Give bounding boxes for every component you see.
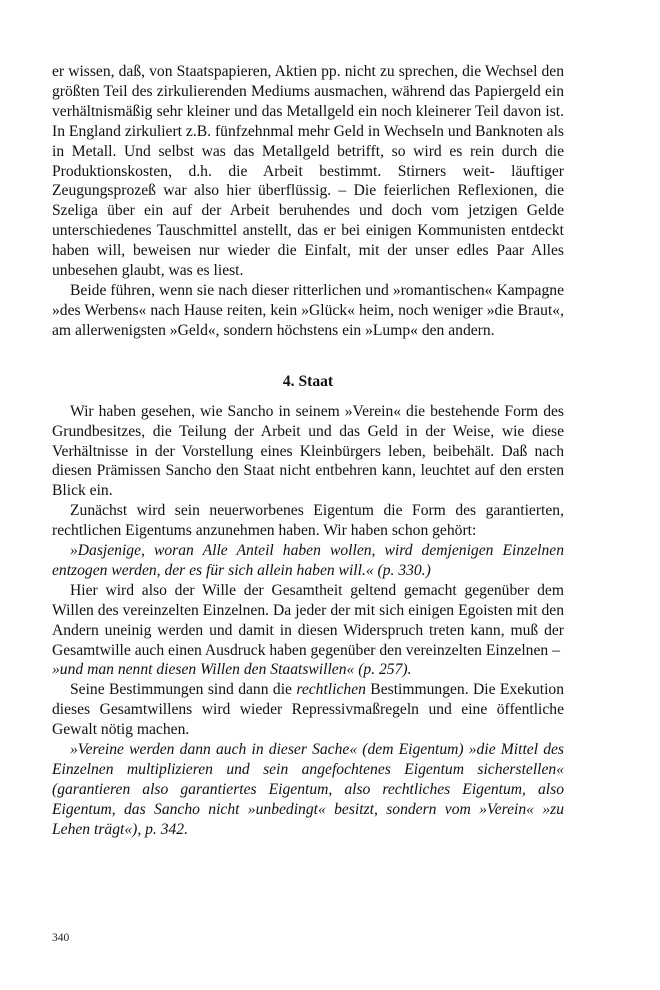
block-quote: »Vereine werden dann auch in dieser Sache« (dem Eigentum) »die Mittel des Einzelnen multiplizieren und sein angefochtenes Eigentum sicherstellen« (garantieren also garantiertes Eigentum, also rechtliches Eigentum, also Eigentum, das Sancho nicht »unbedingt« besitzt, sondern vom »Verein« »zu Lehen trägt«), p. 342. xyxy=(52,741,564,838)
paragraph-continued: er wissen, daß, von Staatspapieren, Aktien pp. nicht zu sprechen, die Wechsel den größten Teil des zirkulierenden Mediums ausmachen, während das Papiergeld ein verhältnismäßig sehr kleiner und das Metallgeld ein noch kleinerer Teil davon ist. In England zirkuliert z.B. fünfzehnmal mehr Geld in Wechseln und Banknoten als in Metall. Und selbst was das Metallgeld betrifft, so wird es rein durch die Produktionskosten, d.h. die Arbeit bestimmt. Stirners weit- läuftiger Zeugungsprozeß war also hier überflüssig. – Die feierlichen Reflexionen, die Szeliga über ein auf der Arbeit beruhendes und doch vom jetzigen Gelde unterschiedenes Tauschmittel anstellt, das er bei einigen Kommunisten entdeckt haben will, beweisen nur wieder die Einfalt, mit der unser edles Paar Alles unbesehen glaubt, was es liest. xyxy=(52,63,564,280)
paragraph: Wir haben gesehen, wie Sancho in seinem »Verein« die bestehende Form des Grundbesitzes, die Teilung der Arbeit und das Geld in der Weise, wie diese Verhältnisse in der Vorstellung eines Kleinbürgers leben, beibehält. Daß nach diesen Prämissen Sancho den Staat nicht entbehren kann, leuchtet auf den ersten Blick ein. xyxy=(52,402,564,500)
paragraph xyxy=(52,680,564,740)
paragraph: Hier wird also der Wille der Gesamtheit geltend gemacht gegenüber dem Willen des vereinzelten Einzelnen. Da jeder der mit sich einigen Egoisten mit den Andern uneinig werden und damit in diesen Widerspruch treten kann, muß der Gesamtwille auch einen Ausdruck haben gegenüber den vereinzelten Einzelnen – xyxy=(52,581,564,659)
paragraph-text: Seine Bestimmungen sind dann die xyxy=(70,681,297,699)
paragraph: Zunächst wird sein neuerworbenes Eigentum die Form des garantierten, rechtlichen Eigentums anzunehmen haben. Wir haben schon gehört: xyxy=(52,502,564,540)
page-body xyxy=(52,62,564,840)
section-heading: 4. Staat xyxy=(282,372,334,390)
block-quote: »Dasjenige, woran Alle Anteil haben wollen, wird demjenigen Einzelnen entzogen werden, der es für sich allein haben will.« (p. 330.) xyxy=(52,542,564,579)
paragraph: Beide führen, wenn sie nach dieser ritterlichen und »romantischen« Kampagne »des Werbens« nach Hause reiten, kein »Glück« heim, noch weniger »die Braut«, am allerwenigsten »Geld«, sondern höchstens ein »Lump« den andern. xyxy=(52,281,564,339)
emphasis: rechtlichen xyxy=(296,681,366,699)
paragraph-text: Bestimmungen. Die Exekution dieses Gesamtwillens wird wieder Repressivmaßregeln und eine öffentliche Gewalt nötig machen. xyxy=(52,681,564,739)
page-number: 340 xyxy=(52,932,70,944)
block-quote: »und man nennt diesen Willen den Staatswillen« (p. 257). xyxy=(52,661,412,679)
